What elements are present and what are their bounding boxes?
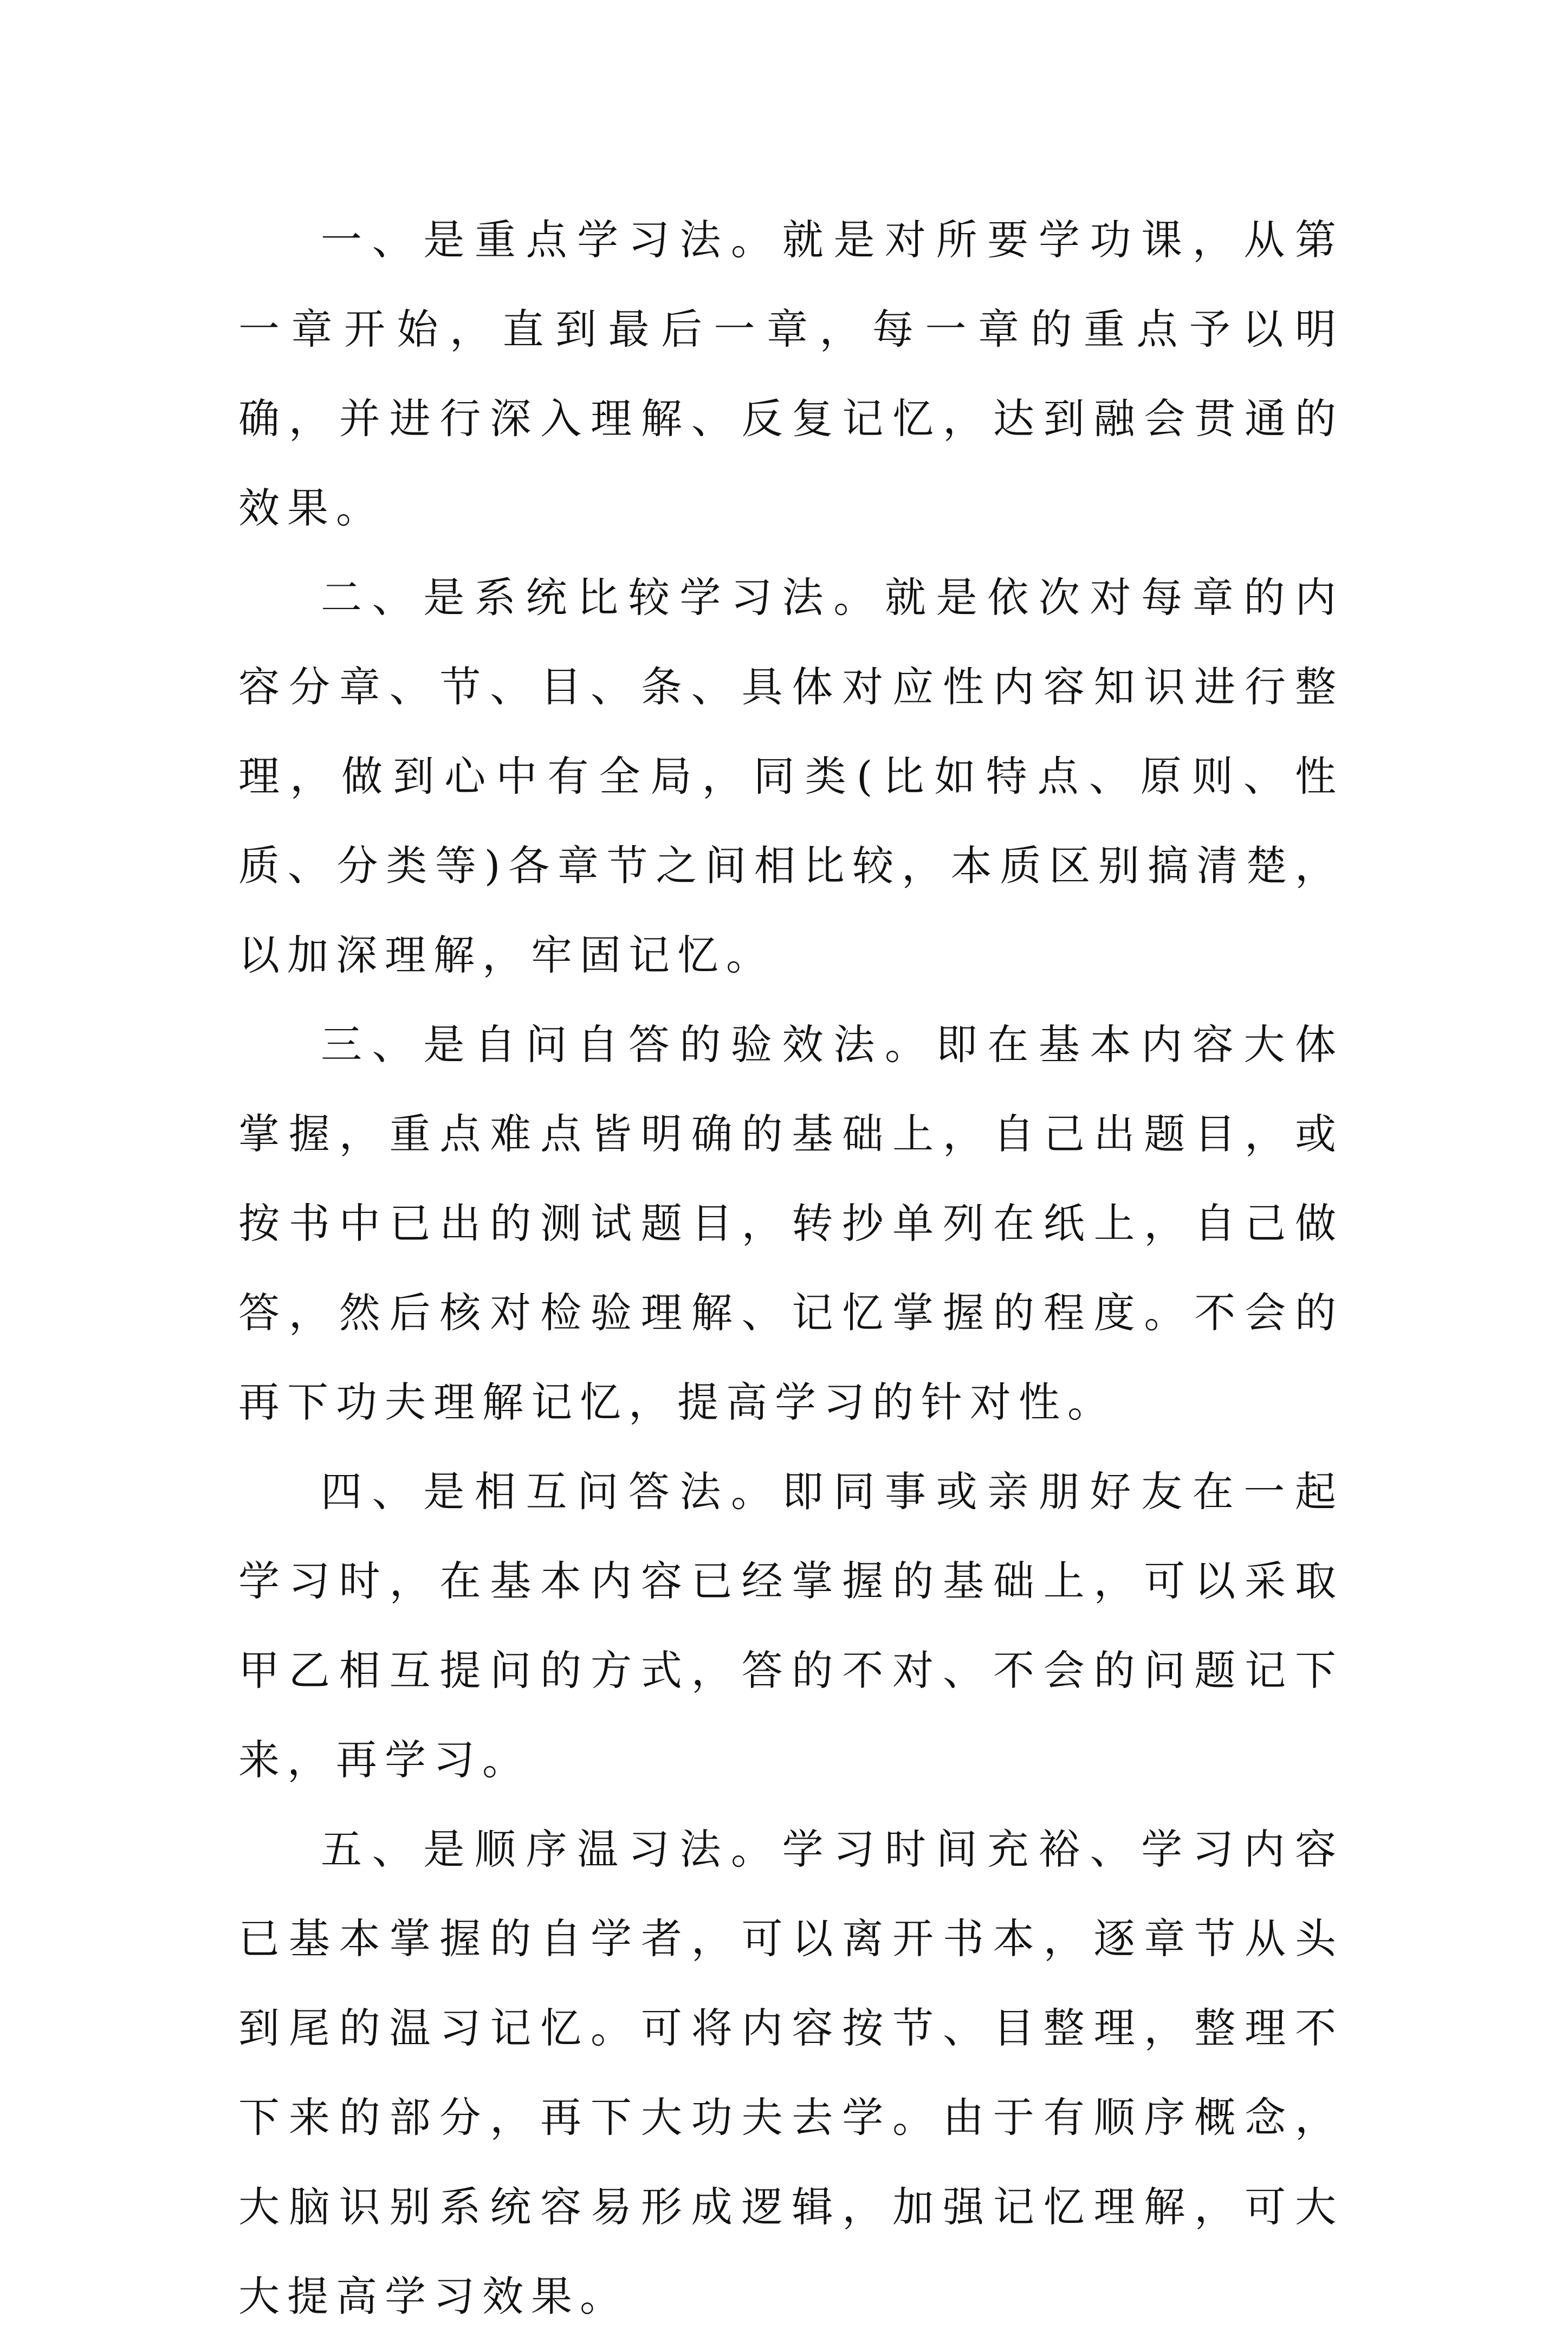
paragraph-method-3: 三、是自问自答的验效法。即在基本内容大体掌握，重点难点皆明确的基础上，自己出题目，或按书中已出的测试题目，转抄单列在纸上，自己做答，然后核对检验理解、记忆掌握的程度。不会的再下功夫理解记忆，提高学习的针对性。 [238, 1020, 1344, 1426]
paragraph-method-1: 一、是重点学习法。就是对所要学功课，从第一章开始，直到最后一章，每一章的重点予以明确，并进行深入理解、反复记忆，达到融会贯通的效果。 [238, 216, 1344, 532]
paragraph-method-4: 四、是相互问答法。即同事或亲朋好友在一起学习时，在基本内容已经掌握的基础上，可以采取甲乙相互提问的方式，答的不对、不会的问题记下来，再学习。 [238, 1467, 1344, 1784]
paragraph-method-5: 五、是顺序温习法。学习时间充裕、学习内容已基本掌握的自学者，可以离开书本，逐章节从头到尾的温习记忆。可将内容按节、目整理，整理不下来的部分，再下大功夫去学。由于有顺序概念，大脑识别系统容易形成逻辑，加强记忆理解，可大大提高学习效果。 [238, 1825, 1344, 2320]
document-body [238, 195, 1344, 2341]
paragraph-method-2: 二、是系统比较学习法。就是依次对每章的内容分章、节、目、条、具体对应性内容知识进行整理，做到心中有全局，同类(比如特点、原则、性质、分类等)各章节之间相比较，本质区别搞清楚，以加深理解，牢固记忆。 [238, 573, 1344, 979]
